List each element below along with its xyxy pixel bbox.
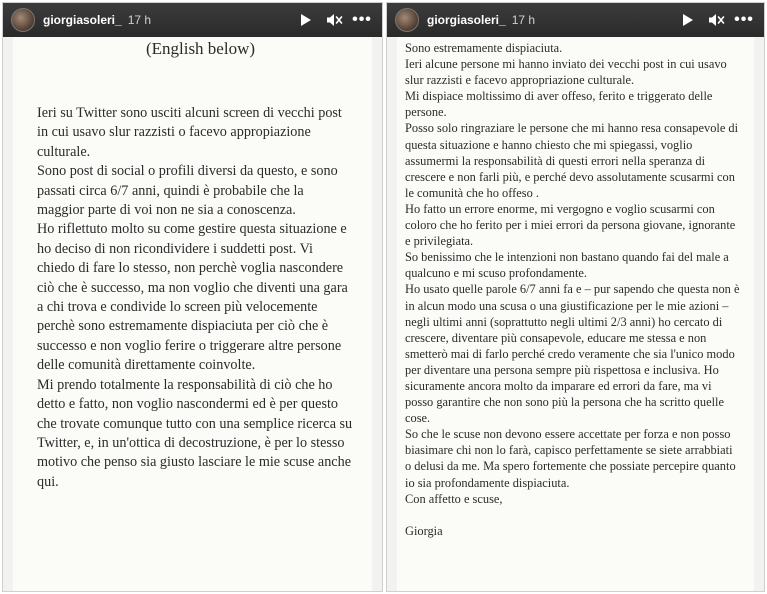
play-icon: [683, 14, 693, 26]
username[interactable]: giorgiasoleri_: [43, 13, 122, 27]
paragraph: Sono estremamente dispiaciuta.: [405, 41, 563, 55]
paragraph: Ho riflettuto molto su come gestire questa situazione e ho deciso di non ricondividere i suddetti post. Vi chiedo di fare lo stesso, non perchè voglia nascondere ciò che è successo, ma non voglio che diventi una gara a chi trova e condivide lo screen più velocemente perchè sono estremamente dispiaciuta per ciò che è successo e non voglio ferire o triggerare altre persone delle comunità direttamente coinvolte.: [37, 221, 348, 374]
story-content-right: [397, 37, 754, 591]
paragraph: Sono post di social o profili diversi da questo, e sono passati circa 6/7 anni, quindi è probabile che la maggior parte di voi non ne sia a conoscenza.: [37, 163, 338, 219]
more-options-button[interactable]: [732, 8, 756, 32]
play-button[interactable]: [676, 8, 700, 32]
story-panel-right: [386, 2, 765, 592]
mute-icon: [325, 12, 343, 28]
paragraph: Posso solo ringraziare le persone che mi hanno resa consapevole di questa situazione e hanno chiesto che mi spiegassi, voglio assumermi la responsabilità di questi errori nella speranza di crescere e non farli più, e perché devo assolutamente scusarmi con le comunità che ho offeso .: [405, 121, 739, 200]
signature-name: Giorgia: [405, 523, 443, 538]
avatar[interactable]: [395, 8, 419, 32]
paragraph: So che le scuse non devono essere accettate per forza e non posso biasimare chi non lo farà, capisco perfettamente se siete arrabbiati o delusi da me. Ma spero fortemente che possiate percepire quanto io sia profondamente dispiaciuta.: [405, 427, 736, 490]
story-panel-left: [2, 2, 383, 592]
story-text-left: [37, 104, 354, 492]
story-content-left: [13, 37, 372, 591]
paragraph: Mi dispiace moltissimo di aver offeso, ferito e triggerato delle persone.: [405, 89, 713, 120]
paragraph: Ho fatto un errore enorme, mi vergogno e voglio scusarmi con coloro che ho ferito per i miei errori da persona giovane, ignorante e privilegiata.: [405, 201, 736, 249]
username[interactable]: giorgiasoleri_: [427, 13, 506, 27]
mute-button[interactable]: [704, 8, 728, 32]
paragraph: Ho usato quelle parole 6/7 anni fa e – pur sapendo che questa non è in alcun modo una scusa o una giustificazione per le mie azioni – negli ultimi anni (soprattutto negli ultimi 2/3 anni) ho cercato di crescere, diventare più consapevole, educare me stessa e non smetterò mai di farlo perché credo veramente che sia l'unico modo per diventare una persona sempre più rispettosa e inclusiva. Ho sicuramente ancora molto da imparare ed errori da fare, ma vi posso garantire che non sono più la persona che ha scritto quelle cose.: [405, 282, 740, 426]
story-header-right: [387, 3, 764, 37]
more-options-icon: •••: [352, 11, 372, 28]
more-options-button[interactable]: [350, 8, 374, 32]
language-note: (English below): [145, 39, 256, 58]
paragraph: So benissimo che le intenzioni non bastano quando fai del male a qualcuno e mi scuso profondamente.: [405, 250, 729, 281]
avatar[interactable]: [11, 8, 35, 32]
sign-off: Con affetto e scuse,: [405, 491, 503, 506]
story-text-right: [405, 40, 740, 539]
play-button[interactable]: [294, 8, 318, 32]
mute-button[interactable]: [322, 8, 346, 32]
paragraph: Mi prendo totalmente la responsabilità di ciò che ho detto e fatto, non voglio nascondermi ed è per questo che trovate comunque tutto con una semplice ricerca su Twitter, e, in un'ottica di decostruzione, è per lo stesso motivo che penso sia giusto lasciare le mie scuse anche qui.: [37, 376, 353, 490]
paragraph: Ieri su Twitter sono usciti alcuni screen di vecchi post in cui usavo slur razzisti o facevo appropiazione culturale.: [37, 105, 342, 160]
mute-icon: [707, 12, 725, 28]
timestamp: 17 h: [127, 13, 152, 27]
timestamp: 17 h: [511, 13, 536, 27]
play-icon: [301, 14, 311, 26]
more-options-icon: •••: [734, 11, 754, 28]
story-header-left: [3, 3, 382, 37]
paragraph: Ieri alcune persone mi hanno inviato dei vecchi post in cui usavo slur razzisti e facevo appropriazione culturale.: [405, 57, 727, 88]
